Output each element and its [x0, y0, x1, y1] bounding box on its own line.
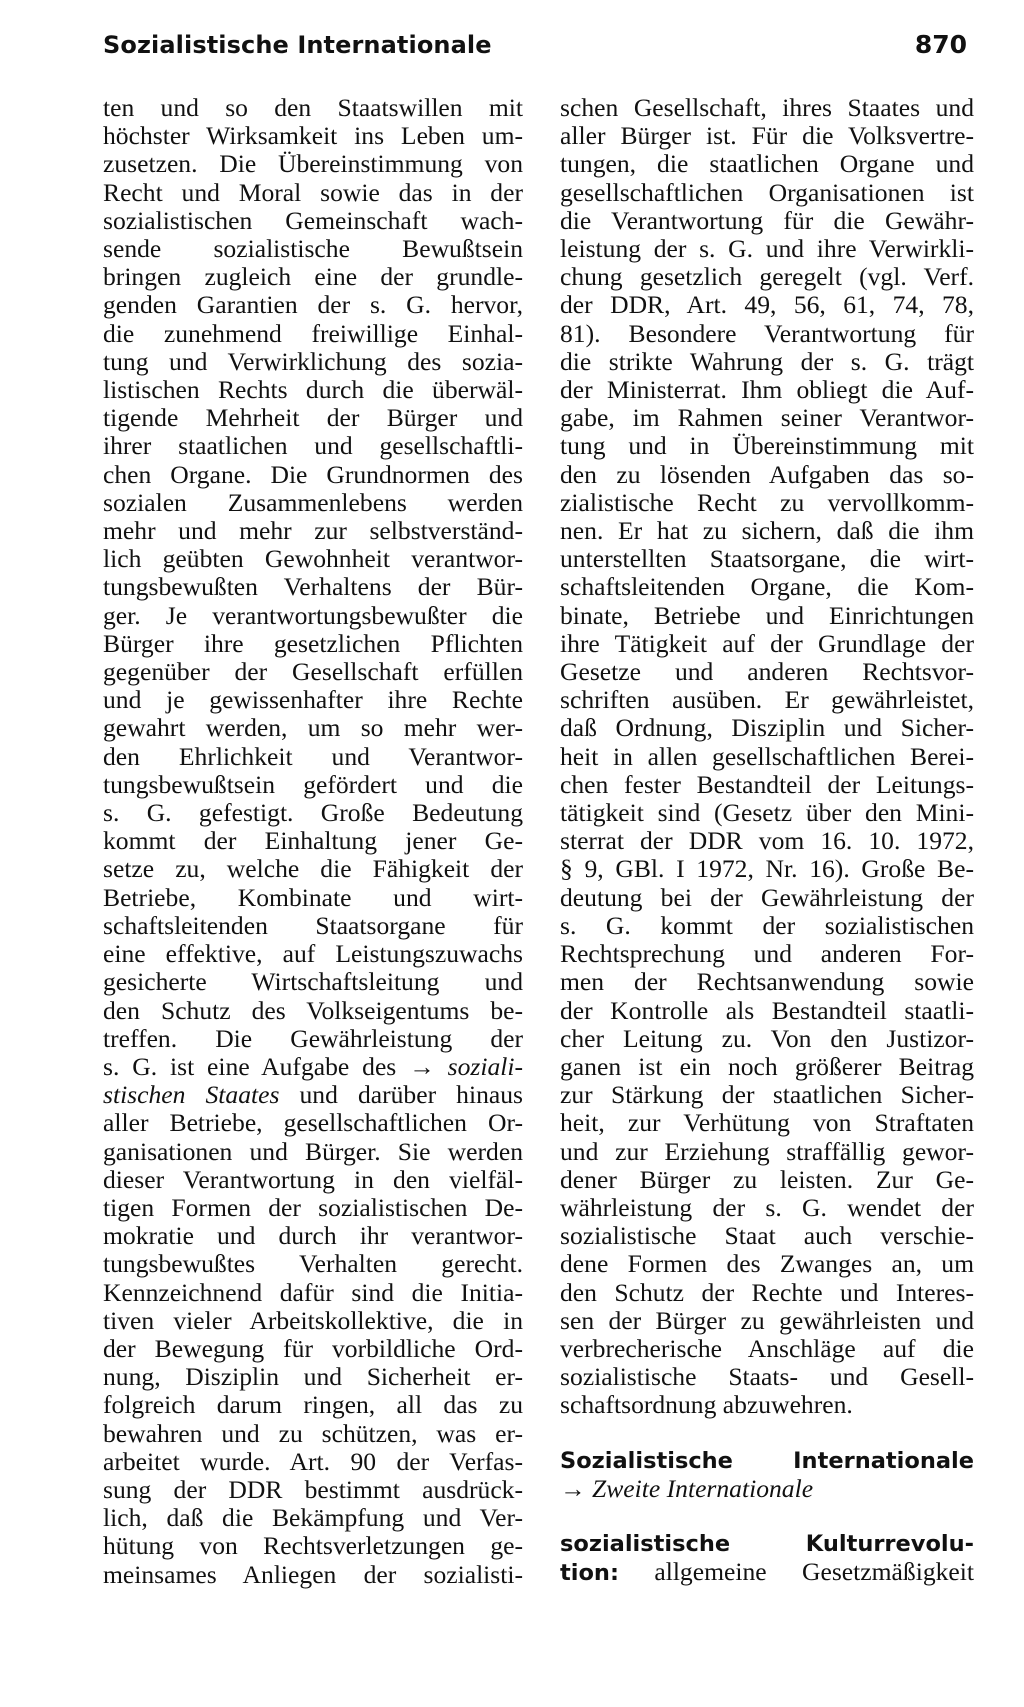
left-column-text-line: setze zu, welche die Fähigkeit der	[103, 854, 523, 884]
entry-keyword-line	[560, 1529, 974, 1558]
left-column-text-line: hütung von Rechtsverletzungen ge-	[103, 1531, 523, 1561]
right-column-text-line: tungen, die staatlichen Organe und	[560, 149, 974, 179]
cross-reference-link[interactable]: → Zweite Internationale	[560, 1473, 814, 1503]
left-column-text-line: sung der DDR bestimmt ausdrück-	[103, 1474, 523, 1504]
right-column	[560, 94, 974, 1587]
entry-sozialistische-kulturrevolution	[560, 1529, 974, 1587]
left-column-text-line: arbeitet wurde. Art. 90 der Verfas-	[103, 1446, 523, 1476]
page-number: 870	[914, 30, 967, 59]
entry-definition-line	[560, 1558, 974, 1587]
left-column-text-line: schaftsleitenden Staatsorgane für	[103, 910, 523, 940]
left-column-text-line: die zunehmend freiwillige Einhal-	[103, 318, 523, 348]
right-column-text-line: die strikte Wahrung der s. G. trägt	[560, 346, 974, 376]
cross-reference-link[interactable]: soziali-	[447, 1051, 523, 1081]
running-head-title: Sozialistische Internationale	[103, 31, 492, 59]
left-column-text-line: ger. Je verantwortungsbewußter die	[103, 600, 523, 630]
right-column-text-line: chen fester Bestandteil der Leitungs-	[560, 769, 974, 799]
entry-keyword-part2: tion:	[560, 1560, 619, 1587]
right-column-text-line: währleistung der s. G. wendet der	[560, 1192, 974, 1222]
left-column-text-line: tigen Formen der sozialistischen De-	[103, 1192, 523, 1222]
left-column-text-line: aller Betriebe, gesellschaftlichen Or-	[103, 1108, 523, 1138]
left-column-text-line: tigende Mehrheit der Bürger und	[103, 403, 523, 433]
right-column-text-line: verbrecherische Anschläge auf die	[560, 1333, 974, 1363]
left-column-text-line: ganisationen und Bürger. Sie werden	[103, 1136, 523, 1166]
left-column-text-line: lich, daß die Bekämpfung und Ver-	[103, 1503, 523, 1533]
right-column-text-line: Rechtsprechung und anderen For-	[560, 939, 974, 969]
left-column-text-line: tung und Verwirklichung des sozia-	[103, 346, 523, 376]
right-column-text-line: schen Gesellschaft, ihres Staates und	[560, 93, 974, 122]
right-column-text-line: heit in allen gesellschaftlichen Berei-	[560, 741, 974, 771]
page-header	[103, 30, 967, 74]
left-column-text-line: höchster Wirksamkeit ins Leben um-	[103, 121, 523, 151]
left-column-text-line: sende sozialistische Bewußtsein	[103, 234, 523, 264]
left-column-text-line: zusetzen. Die Übereinstimmung von	[103, 149, 523, 179]
right-column-text-line: gesellschaftlichen Organisationen ist	[560, 177, 974, 207]
left-column-text-line: Bürger ihre gesetzlichen Pflichten	[103, 628, 523, 658]
left-column-text-line: sozialen Zusammenlebens werden	[103, 487, 523, 517]
left-column-text-line: den Ehrlichkeit und Verantwor-	[103, 741, 523, 771]
right-column-text-line: sterrat der DDR vom 16. 10. 1972,	[560, 826, 974, 856]
left-column-text-line: folgreich darum ringen, all das zu	[103, 1390, 523, 1420]
right-column-text-line: cher Leitung zu. Von den Justizor-	[560, 1023, 974, 1053]
left-column-text-line: tungsbewußten Verhaltens der Bür-	[103, 572, 523, 602]
left-column-text-line: listischen Rechts durch die überwäl-	[103, 375, 523, 405]
right-column-text-line: binate, Betriebe und Einrichtungen	[560, 600, 974, 630]
right-column-text-line: unterstellten Staatsorgane, die wirt-	[560, 544, 974, 574]
left-column-text-line: s. G. ist eine Aufgabe des → soziali-	[103, 1051, 523, 1081]
right-column-text-line: schriften ausüben. Er gewährleistet,	[560, 685, 974, 715]
left-column-text-line: stischen Staates und darüber hinaus	[103, 1080, 523, 1110]
right-column-text-line: 81). Besondere Verantwortung für	[560, 318, 974, 348]
right-column-text-line: den zu lösenden Aufgaben das so-	[560, 459, 974, 489]
right-column-text-line: heit, zur Verhütung von Straftaten	[560, 1108, 974, 1138]
entry-keyword-part1: sozialistische Kulturrevolu-	[560, 1530, 974, 1557]
left-column-text-line: nung, Disziplin und Sicherheit er-	[103, 1362, 523, 1392]
right-column-text-line: nen. Er hat zu sichern, daß die ihm	[560, 516, 974, 546]
left-column-text-line: lich geübten Gewohnheit verantwor-	[103, 544, 523, 574]
right-column-text-line: gabe, im Rahmen seiner Verantwor-	[560, 403, 974, 433]
left-column-text-line: chen Organe. Die Grundnormen des	[103, 459, 523, 489]
right-column-text-line: zialistische Recht zu vervollkomm-	[560, 487, 974, 517]
entry-keyword-line	[560, 1446, 974, 1475]
right-column-text-line: die Verantwortung für die Gewähr-	[560, 205, 974, 235]
right-column-text-line: der Kontrolle als Bestandteil staatli-	[560, 995, 974, 1025]
left-column-text-line: genden Garantien der s. G. hervor,	[103, 290, 523, 320]
right-column-text-line: den Schutz der Rechte und Interes-	[560, 1277, 974, 1307]
entry-sozialistische-internationale	[560, 1446, 974, 1503]
left-column-text-line: tungsbewußtsein gefördert und die	[103, 769, 523, 799]
left-column-text-line: gewahrt werden, um so mehr wer-	[103, 713, 523, 743]
left-column-text-line: gesicherte Wirtschaftsleitung und	[103, 967, 523, 997]
left-column-text-line: s. G. gefestigt. Große Bedeutung	[103, 798, 523, 828]
left-column-text-line: tungsbewußtes Verhalten gerecht.	[103, 1249, 523, 1279]
left-column-text-line: ten und so den Staatswillen mit	[103, 93, 523, 122]
right-column-text-line: leistung der s. G. und ihre Verwirkli-	[560, 234, 974, 264]
right-column-text-line: zur Stärkung der staatlichen Sicher-	[560, 1080, 974, 1110]
right-column-text-line: chung gesetzlich geregelt (vgl. Verf.	[560, 262, 974, 292]
right-column-text-line: ihre Tätigkeit auf der Grundlage der	[560, 628, 974, 658]
left-column-text-line: der Bewegung für vorbildliche Ord-	[103, 1333, 523, 1363]
left-column-text-line: tiven vieler Arbeitskollektive, die in	[103, 1305, 523, 1335]
right-column-text-line: sen der Bürger zu gewährleisten und	[560, 1305, 974, 1335]
right-column-text-line: schaftsordnung abzuwehren.	[560, 1390, 853, 1420]
right-column-text-line: schaftsleitenden Organe, die Kom-	[560, 572, 974, 602]
left-column-text-line: ihrer staatlichen und gesellschaftli-	[103, 431, 523, 461]
left-column-text-line: und je gewissenhafter ihre Rechte	[103, 685, 523, 715]
left-column-text-line: Recht und Moral sowie das in der	[103, 177, 523, 207]
left-column	[103, 94, 523, 1589]
right-column-text-line: dener Bürger zu leisten. Zur Ge-	[560, 1164, 974, 1194]
entry-definition-text: allgemeine Gesetzmäßigkeit	[654, 1557, 974, 1587]
right-column-text-line: s. G. kommt der sozialistischen	[560, 910, 974, 940]
left-column-text-line: mokratie und durch ihr verantwor-	[103, 1221, 523, 1251]
left-column-text-line: Betriebe, Kombinate und wirt-	[103, 882, 523, 912]
right-column-text-line: dene Formen des Zwanges an, um	[560, 1249, 974, 1279]
left-column-text-line: Kennzeichnend dafür sind die Initia-	[103, 1277, 523, 1307]
right-column-text-line: Gesetze und anderen Rechtsvor-	[560, 657, 974, 687]
left-column-text-line: bewahren und zu schützen, was er-	[103, 1418, 523, 1448]
right-column-text-line: sozialistische Staats- und Gesell-	[560, 1362, 974, 1392]
left-column-text-line: dieser Verantwortung in den vielfäl-	[103, 1164, 523, 1194]
right-column-text-line: sozialistische Staat auch verschie-	[560, 1221, 974, 1251]
left-column-text-line: meinsames Anliegen der sozialisti-	[103, 1559, 523, 1589]
left-column-text-line: mehr und mehr zur selbstverständ-	[103, 516, 523, 546]
cross-reference-link[interactable]: stischen Staates	[103, 1080, 280, 1110]
left-column-text-line: sozialistischen Gemeinschaft wach-	[103, 205, 523, 235]
right-column-text-line: daß Ordnung, Disziplin und Sicher-	[560, 713, 974, 743]
left-column-text-line: gegenüber der Gesellschaft erfüllen	[103, 657, 523, 687]
left-column-text-line: den Schutz des Volkseigentums be-	[103, 995, 523, 1025]
right-column-text-line: deutung bei der Gewährleistung der	[560, 882, 974, 912]
entry-keyword: Sozialistische Internationale	[560, 1447, 974, 1474]
right-column-text-line: der DDR, Art. 49, 56, 61, 74, 78,	[560, 290, 974, 320]
left-column-text-line: treffen. Die Gewährleistung der	[103, 1023, 523, 1053]
right-column-text-line: der Ministerrat. Ihm obliegt die Auf-	[560, 375, 974, 405]
right-column-text-line: und zur Erziehung straffällig gewor-	[560, 1136, 974, 1166]
left-column-text-line: kommt der Einhaltung jener Ge-	[103, 826, 523, 856]
right-column-text-line: men der Rechtsanwendung sowie	[560, 967, 974, 997]
left-column-text-line: eine effektive, auf Leistungszuwachs	[103, 939, 523, 969]
right-column-text-line: tätigkeit sind (Gesetz über den Mini-	[560, 798, 974, 828]
right-column-text	[560, 94, 974, 1420]
right-column-text-line: ganen ist ein noch größerer Beitrag	[560, 1051, 974, 1081]
right-column-text-line: tung und in Übereinstimmung mit	[560, 431, 974, 461]
left-column-text-line: bringen zugleich eine der grundle-	[103, 262, 523, 292]
right-column-text-line: aller Bürger ist. Für die Volksvertre-	[560, 121, 974, 151]
right-column-text-line: § 9, GBl. I 1972, Nr. 16). Große Be-	[560, 854, 974, 884]
